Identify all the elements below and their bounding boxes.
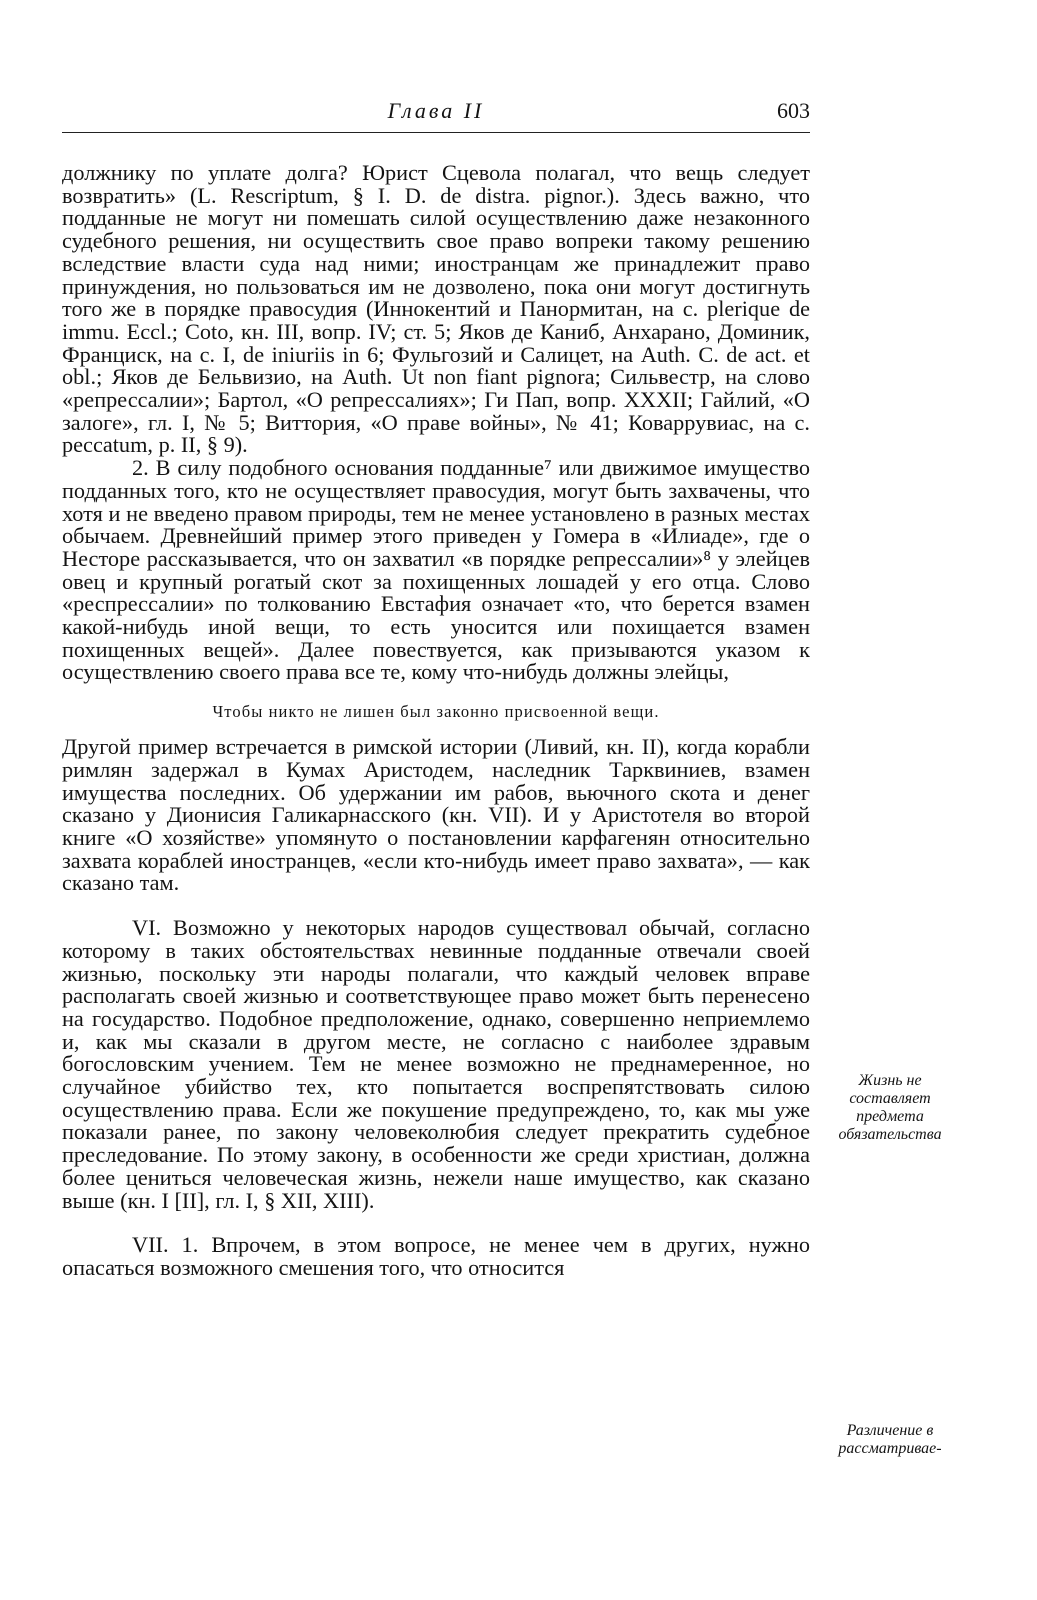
margin-note-2: Различение в рассматривае- (838, 1422, 942, 1457)
running-header (62, 92, 810, 133)
paragraph-1: должнику по уплате долга? Юрист Сцевола полагал, что вещь следует возвратить» (L. Rescriptum, § I. D. de distra. pignor.). Здесь важно, что подданные не могут ни помешать силой осуществлению даже незаконного судебного решения, ни осуществить свое право вопреки такому решению вследствие власти суда над ними; иностранцам же принадлежит право принуждения, но пользоваться им не дозволено, пока они могут достигнуть того же в порядке правосудия (Иннокентий и Панормитан, на с. plerique de immu. Eccl.; Coto, кн. III, вопр. IV; ст. 5; Яков де Каниб, Анхарано, Доминик, Франциск, на с. I, de iniuriis in 6; Фульгозий и Салицет, на Auth. C. de act. et obl.; Яков де Бельвизио, на Auth. Ut non fiant pignora; Сильвестр, на слово «репрессалии»; Бартол, «О репрессалиях»; Ги Пап, вопр. XXXII; Гайлий, «О залоге», гл. I, № 5; Виттория, «О праве войны», № 41; Коваррувиас, на с. peccatum, p. II, § 9). (62, 160, 810, 458)
main-text (62, 162, 810, 1280)
page-number: 603 (777, 98, 810, 123)
paragraph-3: Другой пример встречается в римской истории (Ливий, кн. II), когда корабли римлян задержал в Кумах Аристодем, наследник Тарквиниев, взамен имущества последних. Об удержании им рабов, вьючного скота и денег сказано у Дионисия Галикарнасского (кн. VII). И у Аристотеля во второй книге «О хозяйстве» упомянуто о постановлении карфагенян относительно захвата кораблей иностранцев, «если кто-нибудь имеет право захвата», — как сказано там. (62, 734, 810, 896)
paragraph-4-section-vi: VI. Возможно у некоторых народов существовал обычай, согласно которому в таких обстоятельствах невинные подданные отвечали своей жизнью, поскольку эти народы полагали, что каждый человек вправе располагать своей жизнью и соответствующее право может быть перенесено на государство. Подобное предположение, однако, совершенно неприемлемо и, как мы сказали в другом месте, не согласно с наиболее здравым богословским учением. Тем не менее возможно не преднамеренное, но случайное убийство тех, кто попытается воспрепятствовать силою осуществлению права. Если же покушение предупреждено, то, как мы уже показали ранее, по закону человеколюбия следует прекратить судебное преследование. По этому закону, в особенности же среди христиан, должна более цениться человеческая жизнь, нежели наше имущество, как сказано выше (кн. I [II], гл. I, § XII, XIII). (62, 915, 810, 1213)
paragraph-2: 2. В силу подобного основания подданные⁷ или движимое имущество подданных того, кто не осуществляет правосудия, могут быть захвачены, что хотя и не введено правом природы, тем не менее установлено в разных местах обычаем. Древнейший пример этого приведен у Гомера в «Илиаде», где о Несторе рассказывается, что он захватил «в порядке репрессалии»⁸ у элейцев овец и крупный рогатый скот за похищенных лошадей у его отца. Слово «респрессалии» по толкованию Евстафия означает «то, что берется взамен какой-нибудь иной вещи, то есть уносится или похищается взамен похищенных вещей». Далее повествуется, как призываются указом к осуществлению своего права все те, кому что-нибудь должны элейцы, (62, 455, 810, 685)
verse-quote: Чтобы никто не лишен был законно присвоенной вещи. (212, 702, 660, 722)
paragraph-5-section-vii: VII. 1. Впрочем, в этом вопросе, не менее чем в других, нужно опасаться возможного смешения того, что относится (62, 1232, 810, 1280)
margin-note-1: Жизнь не составляет предмета обязательства (838, 1072, 942, 1143)
chapter-title: Глава II (387, 98, 485, 123)
